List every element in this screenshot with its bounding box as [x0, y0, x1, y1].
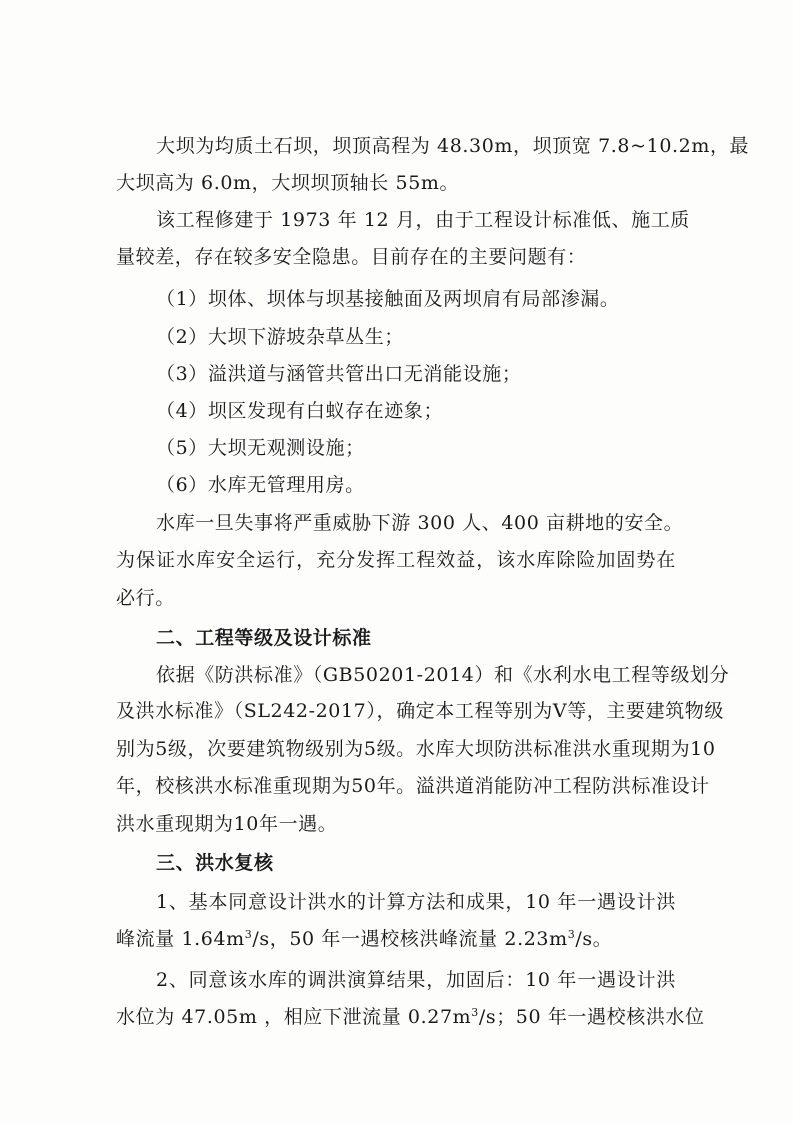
superscript-3: 3 — [244, 928, 253, 941]
issue-item-4: （4）坝区发现有白蚁存在迹象； — [156, 400, 444, 422]
issue-item-5: （5）大坝无观测设施； — [156, 437, 365, 459]
section-heading-standards: 二、工程等级及设计标准 — [156, 627, 372, 649]
paragraph-risk-line-1: 水库一旦失事将严重威胁下游 300 人、400 亩耕地的安全。 — [156, 512, 684, 534]
flood-item-1-text-b: /s，50 年一遇校核洪峰流量 2.23m — [252, 928, 568, 950]
flood-item-1-text-c: /s。 — [575, 928, 613, 950]
section-standards-line-3: 别为5级，次要建筑物级别为5级。水库大坝防洪标准洪水重现期为10 — [116, 738, 716, 760]
section-standards-line-1: 依据《防洪标准》（GB50201-2014）和《水利水电工程等级划分 — [156, 664, 730, 686]
flood-item-1-line-2 — [116, 926, 676, 952]
superscript-3: 3 — [471, 1006, 479, 1019]
flood-item-1-text-a: 峰流量 1.64m — [116, 928, 245, 950]
section-standards-line-4: 年，校核洪水标准重现期为50年。溢洪道消能防冲工程防洪标准设计 — [116, 775, 710, 797]
paragraph-risk-line-3: 必行。 — [116, 587, 175, 609]
section-standards-line-5: 洪水重现期为10年一遇。 — [116, 813, 338, 835]
issue-item-6: （6）水库无管理用房。 — [156, 474, 365, 496]
superscript-3: 3 — [567, 928, 576, 941]
paragraph-history-line-1: 该工程修建于 1973 年 12 月，由于工程设计标准低、施工质 — [156, 209, 690, 231]
paragraph-dam-line-2: 大坝高为 6.0m，大坝坝顶轴长 55m。 — [116, 172, 460, 194]
section-standards-line-2: 及洪水标准》（SL242-2017），确定本工程等别为Ⅴ等，主要建筑物级 — [116, 700, 724, 722]
flood-item-2-text-a: 水位为 47.05m ，相应下泄流量 0.27m — [116, 1006, 472, 1028]
flood-item-1-line-1: 1、基本同意设计洪水的计算方法和成果，10 年一遇设计洪 — [156, 891, 676, 913]
paragraph-history-line-2: 量较差，存在较多安全隐患。目前存在的主要问题有： — [116, 246, 587, 268]
section-heading-flood-review: 三、洪水复核 — [156, 852, 274, 874]
flood-item-2-text-b: /s；50 年一遇校核洪水位 — [478, 1006, 705, 1028]
flood-item-2-line-1: 2、同意该水库的调洪演算结果，加固后：10 年一遇设计洪 — [156, 969, 676, 991]
paragraph-risk-line-2: 为保证水库安全运行，充分发挥工程效益，该水库除险加固势在 — [116, 549, 676, 571]
issue-item-2: （2）大坝下游坡杂草丛生； — [156, 326, 404, 348]
issue-item-3: （3）溢洪道与涵管共管出口无消能设施； — [156, 363, 522, 385]
issue-item-1: （1）坝体、坝体与坝基接触面及两坝肩有局部渗漏。 — [156, 288, 620, 310]
paragraph-dam-line-1: 大坝为均质土石坝，坝顶高程为 48.30m，坝顶宽 7.8~10.2m，最 — [156, 135, 750, 157]
flood-item-2-line-2 — [116, 1004, 705, 1030]
